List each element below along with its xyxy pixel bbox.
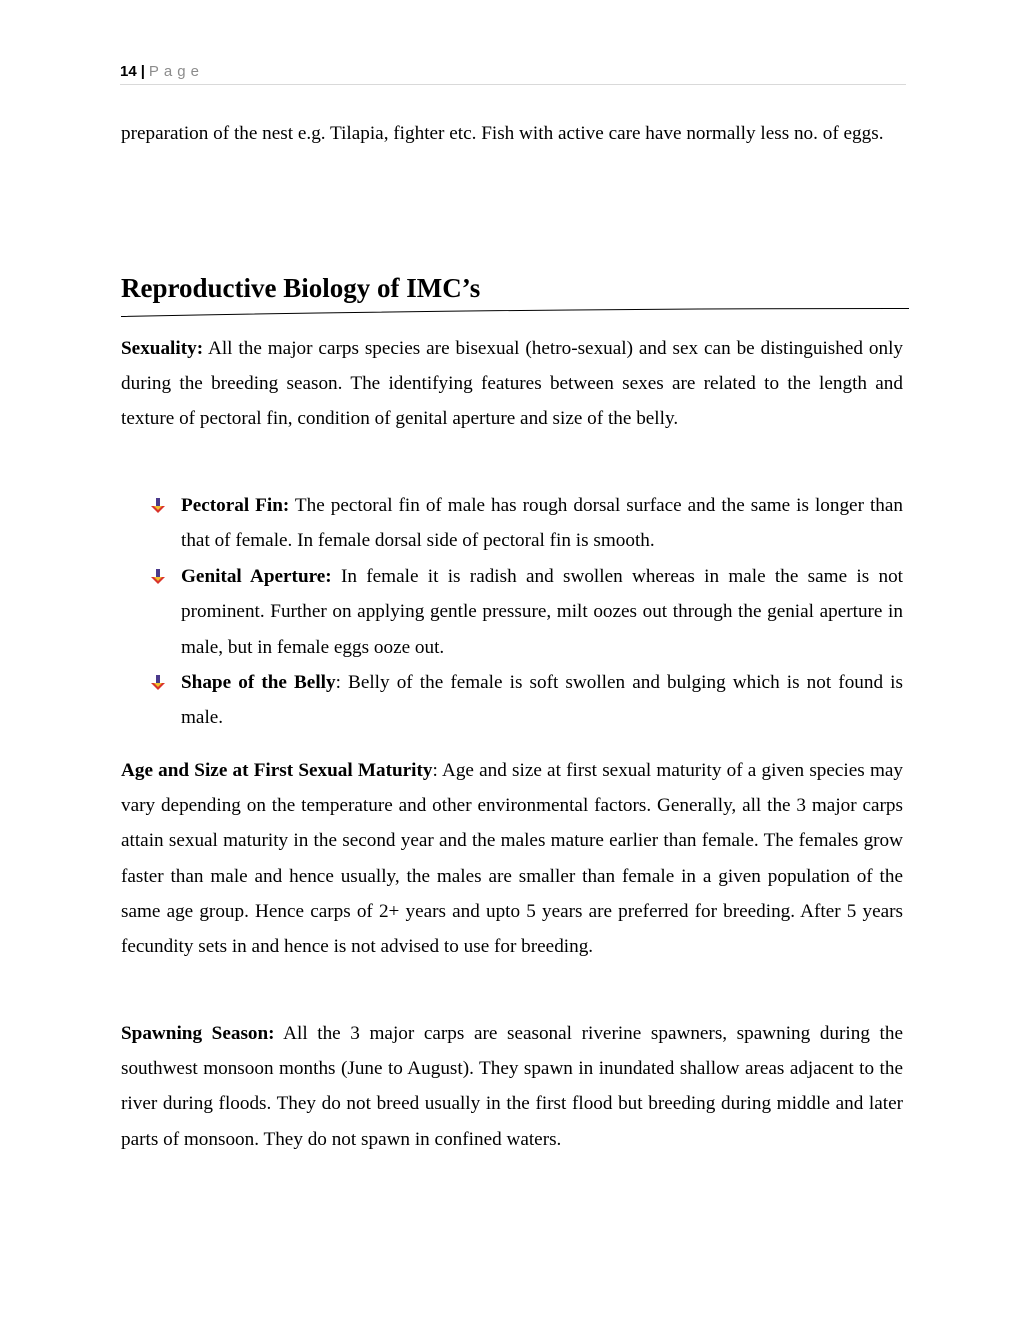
page-separator: | — [140, 63, 145, 80]
section-heading: Reproductive Biology of IMC’s — [121, 273, 481, 303]
features-list — [150, 488, 903, 736]
sexuality-text: All the major carps species are bisexual (hetro-sexual) and sex can be distinguished only during the breeding season. The identifying features between sexes are related to the length and texture of pectoral fin, condition of genital aperture and size of the belly. — [121, 338, 903, 430]
bullet-label: Genital Aperture: — [181, 565, 332, 587]
intro-text: preparation of the nest e.g. Tilapia, fighter etc. Fish with active care have normally less no. of eggs. — [121, 123, 884, 144]
bullet-text: The pectoral fin of male has rough dorsal surface and the same is longer than that of female. In female dorsal side of pectoral fin is smooth. — [181, 495, 903, 552]
sexuality-paragraph — [121, 331, 903, 437]
intro-paragraph — [121, 116, 903, 151]
heading-underline — [121, 306, 909, 318]
list-item — [150, 665, 903, 736]
arrow-down-bullet-icon — [150, 675, 166, 691]
page-label: Page — [148, 63, 204, 80]
maturity-text: : Age and size at first sexual maturity of a given species may vary depending on the temperature and other environmental factors. Generally, all the 3 major carps attain sexual maturity in the second year and the males mature earlier than female. The females grow faster than male and hence usually, the males are smaller than female in a given population of the same age group. Hence carps of 2+ years and upto 5 years are preferred for breeding. After 5 years fecundity sets in and hence is not advised to use for breeding. — [121, 760, 903, 958]
page-header — [120, 62, 906, 85]
spawning-label: Spawning Season: — [121, 1023, 275, 1044]
maturity-label: Age and Size at First Sexual Maturity — [121, 760, 433, 781]
spawning-text: All the 3 major carps are seasonal riverine spawners, spawning during the southwest monsoon months (June to August). They spawn in inundated shallow areas adjacent to the river during floods. They do not breed usually in the first flood but breeding during middle and later parts of monsoon. They do not spawn in confined waters. — [121, 1023, 903, 1150]
list-item — [150, 488, 903, 559]
list-item — [150, 559, 903, 665]
spawning-paragraph — [121, 1016, 903, 1157]
arrow-down-bullet-icon — [150, 498, 166, 514]
bullet-text: In female it is radish and swollen whereas in male the same is not prominent. Further on applying gentle pressure, milt oozes out through the genial aperture in male, but in female eggs ooze out. — [181, 565, 903, 658]
bullet-label: Shape of the Belly — [181, 672, 336, 694]
maturity-paragraph — [121, 753, 903, 964]
sexuality-label: Sexuality: — [121, 338, 204, 359]
bullet-label: Pectoral Fin: — [181, 495, 290, 516]
page-number: 14 — [120, 63, 137, 80]
bullet-text: : Belly of the female is soft swollen and bulging which is not found is male. — [181, 672, 903, 729]
arrow-down-bullet-icon — [150, 569, 166, 585]
